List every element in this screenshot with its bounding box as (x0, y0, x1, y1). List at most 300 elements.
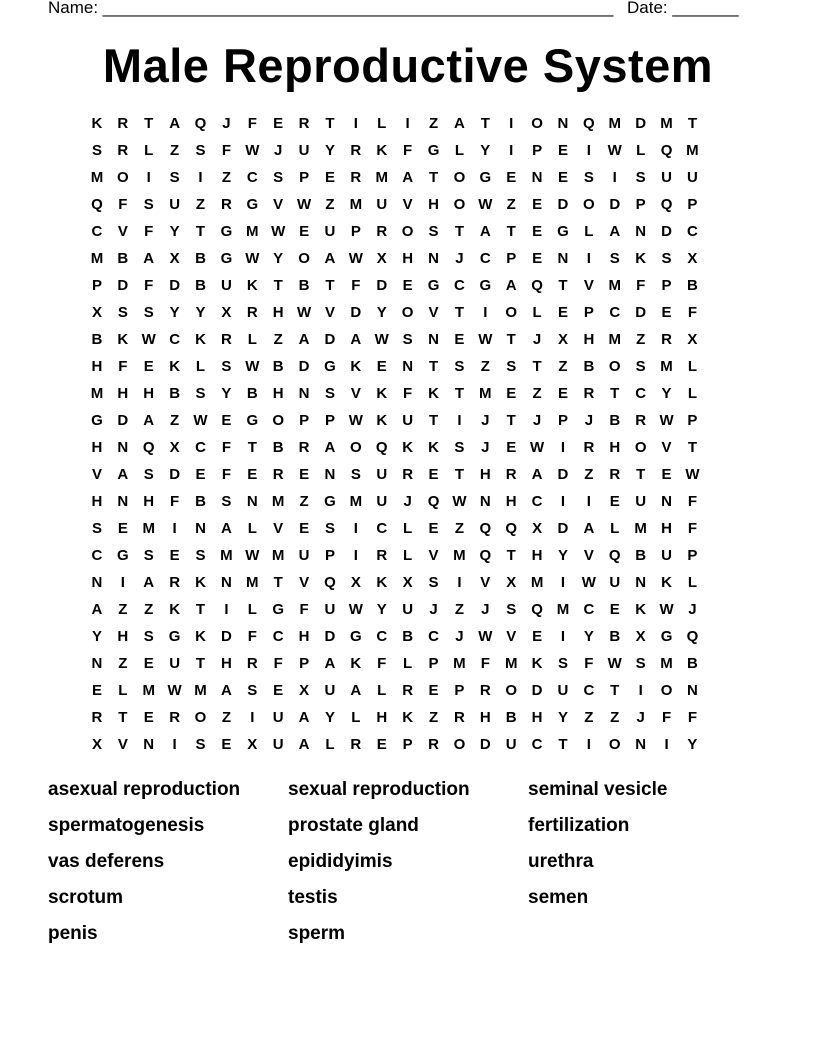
grid-letter: Z (221, 709, 231, 726)
grid-letter: M (556, 601, 570, 618)
grid-letter: S (324, 520, 335, 537)
grid-letter: K (195, 331, 206, 348)
grid-letter: I (120, 574, 125, 591)
grid-letter: F (118, 358, 128, 375)
grid-letter: N (324, 466, 336, 483)
grid-letter: B (402, 628, 414, 645)
grid-letter: Q (686, 628, 699, 645)
grid-letter: N (220, 574, 232, 591)
grid-letter: H (531, 709, 543, 726)
grid-letter: Q (91, 196, 103, 213)
grid-letter: A (298, 709, 310, 726)
grid-letter: K (635, 250, 647, 267)
grid-letter: D (557, 520, 569, 537)
grid-letter: E (532, 250, 543, 267)
grid-letter: P (324, 547, 335, 564)
grid-letter: L (403, 655, 413, 672)
grid-letter: M (608, 277, 621, 294)
grid-letter: O (453, 169, 466, 186)
grid-letter: F (247, 628, 257, 645)
grid-letter: I (353, 115, 358, 132)
grid-letter: F (636, 277, 646, 294)
grid-letter: R (609, 466, 621, 483)
grid-letter: H (272, 385, 284, 402)
grid-letter: J (481, 601, 490, 618)
grid-letter: P (350, 223, 361, 240)
word-bank-item: prostate gland (288, 815, 419, 836)
grid-letter: V (583, 277, 594, 294)
grid-letter: H (479, 709, 491, 726)
grid-letter: B (583, 358, 595, 375)
grid-letter: M (504, 655, 518, 672)
grid-letter: A (143, 250, 155, 267)
grid-letter: E (143, 358, 154, 375)
grid-letter: G (350, 628, 362, 645)
grid-letter: N (479, 493, 491, 510)
grid-letter: W (245, 547, 260, 564)
grid-letter: T (454, 385, 464, 402)
word-search-grid (84, 112, 744, 760)
grid-letter: N (557, 250, 569, 267)
grid-letter: F (403, 142, 413, 159)
grid-letter: X (687, 250, 698, 267)
grid-letter: C (272, 628, 284, 645)
grid-letter: I (509, 142, 514, 159)
grid-letter: L (610, 520, 620, 537)
grid-letter: M (660, 655, 673, 672)
grid-letter: U (661, 547, 672, 564)
grid-letter: F (144, 223, 154, 240)
grid-letter: K (91, 115, 103, 132)
grid-letter: V (299, 574, 310, 591)
grid-letter: U (376, 493, 388, 510)
grid-letter: R (169, 709, 181, 726)
grid-letter: F (351, 277, 361, 294)
grid-letter: S (143, 628, 154, 645)
grid-letter: W (348, 601, 363, 618)
grid-letter: E (299, 466, 310, 483)
grid-letter: W (296, 196, 312, 213)
grid-row (84, 490, 744, 517)
grid-letter: E (506, 385, 517, 402)
grid-letter: I (353, 547, 358, 564)
grid-letter: X (506, 574, 517, 591)
grid-letter: S (557, 655, 568, 672)
grid-letter: N (91, 574, 103, 591)
word-bank (48, 778, 788, 946)
grid-row (84, 679, 744, 706)
grid-letter: S (143, 196, 154, 213)
grid-letter: B (117, 250, 129, 267)
grid-row (84, 463, 744, 490)
grid-letter: E (557, 385, 568, 402)
grid-letter: J (429, 601, 438, 618)
grid-letter: M (90, 250, 104, 267)
grid-letter: O (608, 358, 621, 375)
grid-letter: F (170, 493, 180, 510)
grid-letter: I (353, 520, 358, 537)
grid-letter: T (247, 439, 257, 456)
grid-letter: K (169, 601, 181, 618)
grid-letter: T (506, 223, 516, 240)
grid-letter: N (531, 169, 543, 186)
grid-row (84, 625, 744, 652)
grid-letter: B (505, 709, 517, 726)
grid-letter: N (635, 574, 647, 591)
grid-row (84, 328, 744, 355)
grid-letter: M (660, 358, 673, 375)
grid-letter: R (169, 574, 181, 591)
grid-letter: I (457, 574, 462, 591)
grid-letter: A (117, 466, 129, 483)
grid-letter: D (117, 412, 129, 429)
grid-letter: O (531, 115, 543, 132)
grid-letter: U (609, 574, 621, 591)
grid-letter: T (454, 223, 464, 240)
grid-letter: T (144, 115, 154, 132)
grid-letter: T (558, 736, 568, 753)
grid-letter: B (91, 331, 103, 348)
grid-letter: U (220, 277, 232, 294)
grid-row (84, 382, 744, 409)
grid-letter: D (117, 277, 129, 294)
grid-letter: P (454, 682, 465, 699)
grid-letter: E (376, 736, 387, 753)
grid-letter: S (506, 358, 517, 375)
grid-letter: G (479, 169, 492, 186)
grid-letter: N (246, 493, 258, 510)
grid-letter: Y (376, 601, 387, 618)
grid-letter: T (506, 412, 516, 429)
grid-letter: I (405, 115, 410, 132)
grid-letter: S (143, 547, 154, 564)
grid-letter: R (117, 115, 129, 132)
grid-letter: M (271, 547, 285, 564)
grid-letter: I (457, 412, 462, 429)
grid-letter: V (350, 385, 361, 402)
grid-letter: I (198, 169, 203, 186)
grid-letter: J (222, 115, 231, 132)
grid-letter: W (530, 439, 545, 456)
grid-letter: U (298, 547, 310, 564)
grid-letter: T (506, 331, 516, 348)
grid-letter: C (687, 223, 698, 240)
grid-letter: F (403, 385, 413, 402)
grid-letter: M (686, 142, 699, 159)
grid-letter: O (350, 439, 362, 456)
grid-letter: X (221, 304, 232, 321)
grid-letter: T (428, 412, 439, 429)
grid-letter: E (324, 169, 335, 186)
grid-letter: W (141, 331, 156, 348)
grid-letter: R (583, 385, 595, 402)
grid-letter: H (117, 628, 129, 645)
grid-letter: I (224, 601, 229, 618)
grid-letter: V (402, 196, 413, 213)
grid-letter: W (348, 412, 363, 429)
grid-letter: A (350, 331, 362, 348)
grid-letter: D (169, 466, 181, 483)
grid-letter: E (299, 520, 310, 537)
grid-letter: A (324, 655, 336, 672)
grid-letter: A (169, 115, 181, 132)
grid-letter: P (635, 196, 646, 213)
grid-letter: V (428, 547, 439, 564)
grid-letter: H (298, 628, 310, 645)
word-bank-item: sexual reproduction (288, 779, 470, 800)
grid-letter: I (560, 628, 566, 645)
grid-letter: K (531, 655, 543, 672)
grid-letter: K (661, 574, 672, 591)
grid-letter: X (91, 304, 102, 321)
grid-letter: B (272, 358, 284, 375)
grid-letter: G (246, 412, 259, 429)
grid-letter: T (273, 277, 283, 294)
grid-letter: W (478, 196, 493, 213)
grid-letter: L (584, 223, 594, 240)
grid-letter: W (478, 628, 493, 645)
grid-letter: D (661, 223, 672, 240)
grid-letter: L (403, 520, 413, 537)
grid-letter: N (428, 250, 439, 267)
grid-letter: B (298, 277, 310, 294)
grid-letter: V (661, 439, 672, 456)
grid-letter: M (608, 331, 621, 348)
grid-letter: A (91, 601, 103, 618)
grid-letter: D (479, 736, 491, 753)
grid-letter: E (376, 358, 387, 375)
grid-letter: T (454, 304, 464, 321)
word-bank-item: fertilization (528, 815, 630, 836)
grid-letter: Q (531, 601, 543, 618)
grid-letter: P (661, 277, 672, 294)
grid-letter: B (195, 250, 206, 267)
grid-letter: A (143, 412, 155, 429)
grid-letter: P (299, 412, 310, 429)
grid-letter: E (428, 520, 439, 537)
grid-letter: E (661, 304, 672, 321)
grid-letter: K (195, 628, 206, 645)
grid-row (84, 652, 744, 679)
grid-letter: U (169, 655, 181, 672)
grid-letter: T (195, 601, 206, 618)
word-bank-item: penis (48, 923, 98, 944)
grid-letter: R (453, 709, 465, 726)
grid-letter: U (402, 601, 414, 618)
grid-letter: U (635, 493, 647, 510)
grid-letter: C (583, 682, 595, 699)
grid-letter: U (272, 736, 284, 753)
grid-letter: F (273, 655, 283, 672)
grid-letter: A (453, 115, 465, 132)
page-title: Male Reproductive System (102, 39, 714, 92)
grid-letter: O (505, 682, 518, 699)
grid-letter: G (246, 196, 259, 213)
grid-letter: F (118, 196, 128, 213)
grid-letter: H (428, 196, 439, 213)
grid-letter: P (687, 547, 698, 564)
grid-letter: W (478, 331, 493, 348)
grid-letter: T (558, 277, 568, 294)
grid-letter: E (169, 547, 180, 564)
grid-letter: G (427, 142, 440, 159)
grid-letter: R (635, 412, 647, 429)
grid-letter: A (479, 223, 491, 240)
grid-letter: K (350, 655, 362, 672)
grid-letter: O (583, 196, 595, 213)
grid-letter: O (272, 412, 285, 429)
grid-letter: M (375, 169, 388, 186)
grid-letter: O (608, 736, 621, 753)
grid-letter: R (505, 466, 517, 483)
grid-letter: Q (608, 547, 621, 564)
grid-letter: Q (660, 196, 673, 213)
grid-row (84, 220, 744, 247)
grid-letter: N (195, 520, 206, 537)
grid-letter: M (634, 520, 647, 537)
grid-letter: J (584, 412, 594, 429)
grid-letter: N (298, 385, 310, 402)
grid-letter: I (586, 736, 591, 753)
grid-letter: M (246, 574, 259, 591)
grid-letter: A (324, 250, 336, 267)
grid-letter: S (402, 331, 413, 348)
grid-letter: S (247, 682, 258, 699)
grid-letter: O (401, 304, 414, 321)
grid-letter: K (376, 574, 388, 591)
grid-letter: S (91, 142, 102, 159)
grid-letter: L (377, 115, 387, 132)
grid-letter: W (245, 358, 260, 375)
grid-letter: Y (376, 304, 387, 321)
grid-letter: A (298, 736, 310, 753)
grid-letter: L (144, 142, 154, 159)
grid-letter: I (560, 439, 566, 456)
grid-letter: M (349, 196, 363, 213)
word-bank-item: spermatogenesis (48, 815, 205, 836)
grid-letter: I (664, 736, 669, 753)
grid-letter: K (376, 142, 388, 159)
grid-letter: W (607, 655, 622, 672)
grid-letter: R (298, 439, 310, 456)
grid-letter: G (272, 601, 285, 618)
grid-letter: B (272, 439, 284, 456)
grid-letter: C (609, 304, 621, 321)
grid-letter: Z (144, 601, 154, 618)
grid-letter: G (479, 277, 492, 294)
grid-row (84, 409, 744, 436)
grid-letter: C (91, 547, 103, 564)
grid-letter: E (91, 682, 102, 699)
grid-letter: N (402, 358, 414, 375)
grid-row (84, 571, 744, 598)
grid-letter: R (246, 655, 258, 672)
grid-letter: S (143, 466, 154, 483)
grid-letter: J (455, 250, 464, 267)
grid-letter: E (557, 304, 568, 321)
grid-letter: Q (531, 277, 543, 294)
grid-letter: V (428, 304, 439, 321)
grid-letter: A (298, 331, 310, 348)
grid-letter: N (428, 331, 439, 348)
grid-letter: Y (273, 250, 284, 267)
grid-letter: S (221, 493, 232, 510)
grid-letter: L (454, 142, 464, 159)
grid-letter: E (506, 169, 517, 186)
grid-letter: P (506, 250, 517, 267)
grid-letter: A (583, 520, 595, 537)
grid-letter: K (350, 358, 362, 375)
grid-letter: E (273, 682, 284, 699)
grid-letter: M (349, 493, 363, 510)
grid-letter: V (273, 520, 284, 537)
grid-letter: L (195, 358, 206, 375)
grid-letter: D (298, 358, 310, 375)
grid-letter: X (169, 250, 180, 267)
grid-letter: W (193, 412, 208, 429)
grid-letter: Y (324, 709, 335, 726)
grid-letter: X (299, 682, 310, 699)
grid-letter: C (376, 628, 388, 645)
grid-letter: G (427, 277, 440, 294)
grid-letter: X (557, 331, 568, 348)
grid-letter: D (220, 628, 232, 645)
grid-letter: T (687, 439, 698, 456)
grid-letter: S (428, 223, 439, 240)
grid-letter: E (532, 628, 543, 645)
grid-letter: N (687, 682, 698, 699)
grid-letter: Z (428, 115, 439, 132)
grid-letter: R (246, 304, 258, 321)
grid-letter: E (247, 466, 258, 483)
grid-letter: L (687, 358, 698, 375)
grid-letter: T (273, 574, 283, 591)
grid-letter: P (428, 655, 439, 672)
grid-letter: R (220, 196, 232, 213)
grid-row (84, 733, 744, 760)
grid-letter: Z (170, 142, 180, 159)
grid-letter: I (146, 169, 151, 186)
grid-letter: J (636, 709, 645, 726)
grid-letter: E (273, 115, 284, 132)
grid-letter: W (167, 682, 182, 699)
grid-letter: O (505, 304, 518, 321)
grid-letter: H (117, 385, 129, 402)
grid-letter: H (272, 304, 284, 321)
grid-letter: A (220, 682, 232, 699)
grid-letter: D (635, 304, 647, 321)
grid-letter: N (635, 223, 647, 240)
grid-letter: B (246, 385, 258, 402)
grid-letter: V (91, 466, 102, 483)
grid-letter: N (635, 736, 647, 753)
grid-letter: Y (687, 736, 698, 753)
grid-letter: E (402, 277, 413, 294)
grid-letter: S (169, 169, 180, 186)
grid-letter: W (607, 142, 622, 159)
grid-letter: S (195, 547, 206, 564)
grid-letter: W (296, 304, 312, 321)
grid-letter: T (687, 115, 698, 132)
grid-letter: C (531, 493, 543, 510)
grid-letter: M (90, 385, 104, 402)
grid-letter: F (480, 655, 490, 672)
grid-letter: O (298, 250, 310, 267)
grid-row (84, 355, 744, 382)
grid-letter: Z (170, 412, 180, 429)
grid-letter: U (298, 142, 310, 159)
grid-letter: L (687, 574, 698, 591)
